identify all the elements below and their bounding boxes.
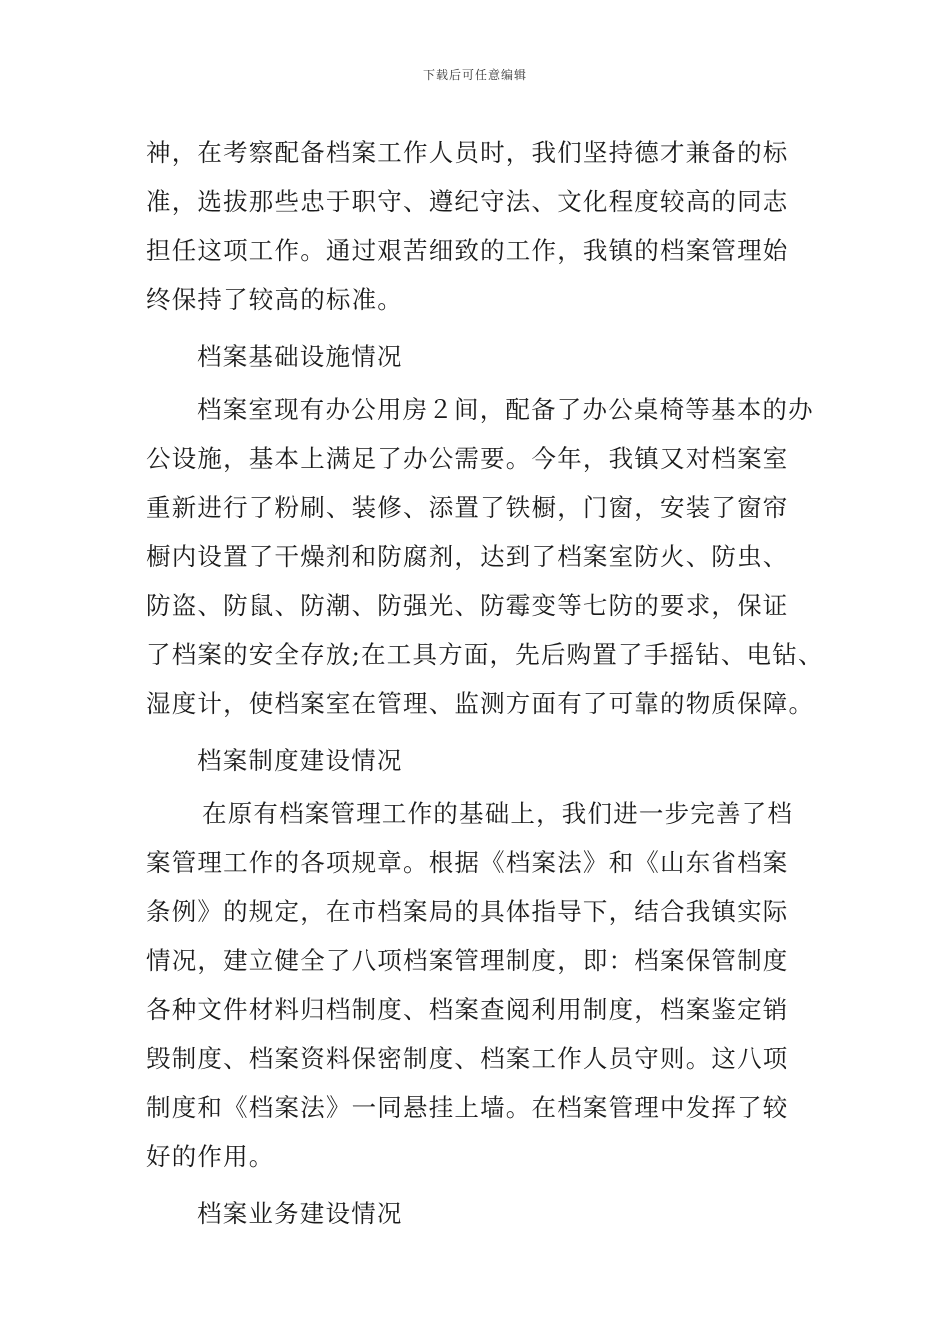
text-line: 情况，建立健全了八项档案管理制度，即：档案保管制度: [146, 946, 789, 975]
text-line: 神，在考察配备档案工作人员时，我们坚持德才兼备的标: [146, 138, 789, 167]
text-line: 毁制度、档案资料保密制度、档案工作人员守则。这八项: [146, 1044, 789, 1073]
section-heading: 档案业务建设情况: [197, 1199, 403, 1228]
text-line: 制度和《档案法》一同悬挂上墙。在档案管理中发挥了较: [146, 1093, 789, 1122]
section-heading: 档案制度建设情况: [197, 746, 403, 775]
text-line: 重新进行了粉刷、装修、添置了铁橱，门窗，安装了窗帘: [146, 493, 789, 522]
section-heading: 档案基础设施情况: [197, 342, 403, 371]
document-body: [146, 128, 826, 1238]
text-line: 案管理工作的各项规章。根据《档案法》和《山东省档案: [146, 848, 789, 877]
text-line: 好的作用。: [146, 1142, 275, 1171]
text-line: 担任这项工作。通过艰苦细致的工作，我镇的档案管理始: [146, 236, 789, 265]
text-line: 档案室现有办公用房２间，配备了办公桌椅等基本的办: [197, 395, 814, 424]
text-line: 公设施，基本上满足了办公需要。今年，我镇又对档案室: [146, 444, 789, 473]
text-line: 各种文件材料归档制度、档案查阅利用制度，档案鉴定销: [146, 995, 789, 1024]
text-line: 条例》的规定，在市档案局的具体指导下，结合我镇实际: [146, 897, 789, 926]
text-line: 终保持了较高的标准。: [146, 285, 403, 314]
text-line: 橱内设置了干燥剂和防腐剂，达到了档案室防火、防虫、: [146, 542, 789, 571]
text-line: 准，选拔那些忠于职守、遵纪守法、文化程度较高的同志: [146, 187, 789, 216]
text-line: 湿度计，使档案室在管理、监测方面有了可靠的物质保障。: [146, 689, 815, 718]
text-line: 了档案的安全存放;在工具方面，先后购置了手摇钻、电钻、: [146, 640, 824, 669]
text-line: 防盗、防鼠、防潮、防强光、防霉变等七防的要求，保证: [146, 591, 789, 620]
text-line: 在原有档案管理工作的基础上，我们进一步完善了档: [202, 799, 794, 828]
page-header: 下载后可任意编辑: [422, 68, 527, 82]
